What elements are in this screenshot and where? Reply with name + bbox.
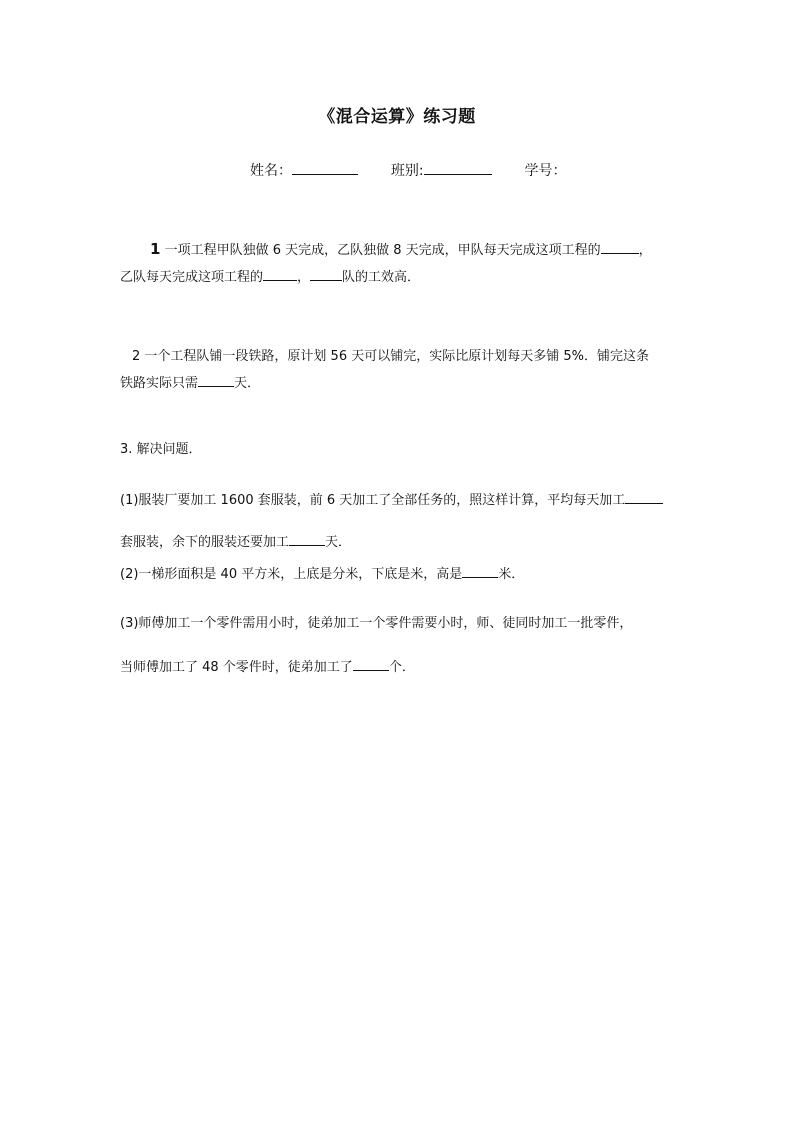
answer-blank bbox=[601, 241, 639, 254]
question-2-text-b: 铁路实际只需 bbox=[120, 376, 199, 391]
answer-blank bbox=[353, 658, 389, 671]
answer-blank bbox=[263, 268, 297, 281]
question-3-1-text-c: 天． bbox=[325, 535, 352, 550]
question-3-part-1 bbox=[120, 480, 680, 564]
name-label: 姓名： bbox=[250, 163, 292, 179]
name-blank bbox=[292, 162, 358, 175]
answer-blank bbox=[310, 268, 342, 281]
question-3-part-3 bbox=[120, 602, 680, 690]
question-2-number: 2 bbox=[132, 349, 141, 364]
question-1 bbox=[120, 236, 680, 291]
question-3-1-text-b: 套服装，余下的服装还要加工 bbox=[120, 535, 290, 550]
answer-blank bbox=[462, 565, 498, 578]
student-id-label: 学号： bbox=[524, 163, 567, 179]
page-title: 《混合运算》练习题 bbox=[318, 107, 476, 127]
question-3-2-text-a: (2)一梯形面积是 40 平方米，上底是分米，下底是米，高是 bbox=[120, 567, 463, 582]
question-3-1-text-a: (1)服装厂要加工 1600 套服装，前 6 天加工了全部任务的，照这样计算，平均每天加工 bbox=[120, 493, 626, 508]
question-1-text-b: ， bbox=[638, 243, 652, 258]
answer-blank bbox=[198, 374, 234, 387]
question-3-2-text-b: 米． bbox=[498, 567, 525, 582]
question-3-heading: 3. 解决问题． bbox=[120, 442, 202, 457]
question-2 bbox=[120, 343, 680, 397]
question-1-text-e: 队的工效高． bbox=[342, 270, 421, 285]
question-1-text-a: 一项工程甲队独做 6 天完成，乙队独做 8 天完成，甲队每天完成这项工程的 bbox=[164, 243, 601, 258]
question-1-text-d: ， bbox=[297, 270, 311, 285]
question-2-text-a: 一个工程队铺一段铁路，原计划 56 天可以铺完，实际比原计划每天多铺 5%．铺完这条 bbox=[144, 349, 649, 364]
question-3-3-text-a: (3)师傅加工一个零件需用小时，徒弟加工一个零件需要小时，师、徒同时加工一批零件， bbox=[120, 616, 633, 631]
class-label: 班别: bbox=[390, 163, 424, 179]
question-1-text-c: 乙队每天完成这项工程的 bbox=[120, 270, 264, 285]
question-1-number: 1 bbox=[150, 240, 161, 258]
student-info-row bbox=[250, 160, 567, 180]
question-3-3-text-b: 当师傅加工了 48 个零件时，徒弟加工了 bbox=[120, 660, 353, 675]
question-2-text-c: 天． bbox=[234, 376, 261, 391]
answer-blank bbox=[625, 491, 663, 504]
class-blank bbox=[424, 162, 492, 175]
answer-blank bbox=[289, 533, 325, 546]
question-3-part-2 bbox=[120, 561, 680, 588]
question-3-3-text-c: 个． bbox=[388, 660, 415, 675]
